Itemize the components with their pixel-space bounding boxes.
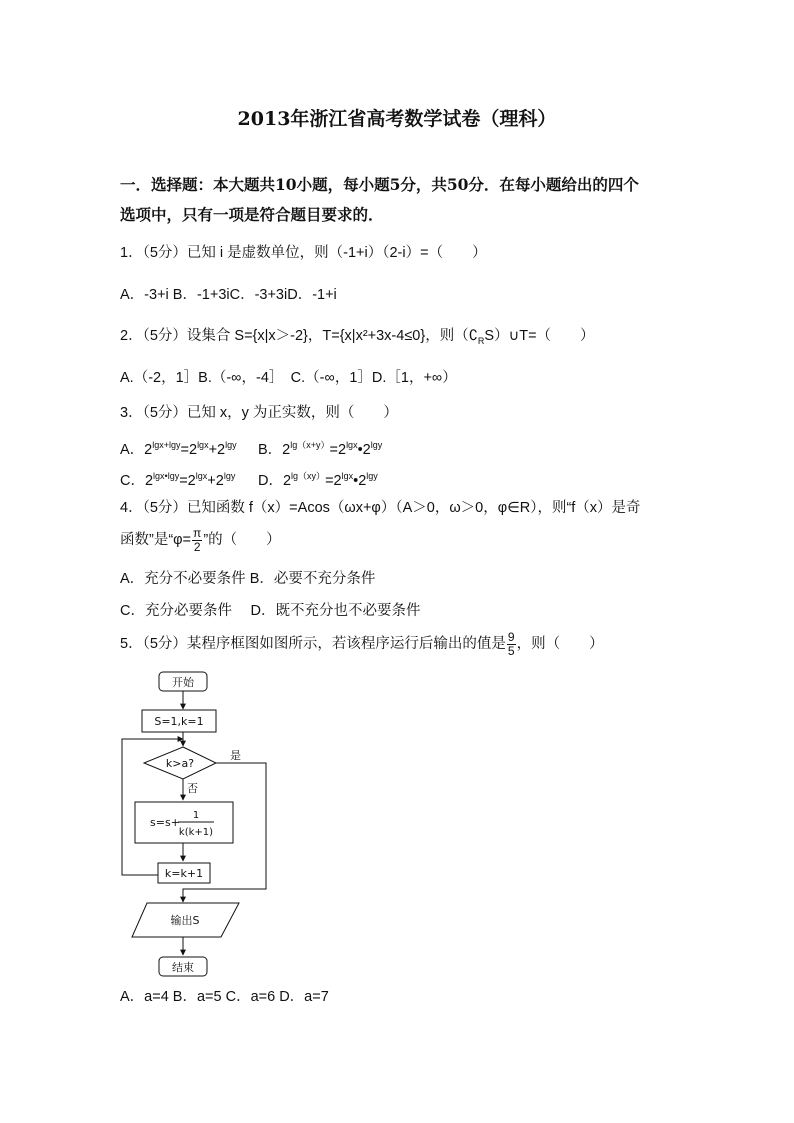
flow-update-label: s=s+ xyxy=(150,816,180,829)
q2-options: A.（-2，1］B.（-∞，-4］ C.（-∞，1］D.［1，+∞） xyxy=(120,370,457,386)
q3-option-d: D．$2^{lg(xy)}=2^{lgx}•2^{lgy}$ xyxy=(258,471,378,489)
q4-fraction: $\frac{\pi}{2}$ xyxy=(193,525,202,554)
q5-stem: 5．（5分）某程序框图如图所示，若该程序运行后输出的值是 $\frac{9}{5}$ ，则（ ） xyxy=(120,629,604,658)
q2-stem-sub: R xyxy=(477,335,485,346)
q2-stem xyxy=(120,326,595,351)
flow-increment-label: k=k+1 xyxy=(164,867,204,880)
section-heading-line2: 选项中，只有一项是符合题目要求的． xyxy=(120,205,384,224)
q4-options-ab: A．充分不必要条件 B．必要不充分条件 xyxy=(120,571,376,587)
q4-stem-line1: 4．（5分）已知函数 f（x）=Acos（ωx+φ）（A＞0，ω＞0，φ∈R），则“f（x）是奇 xyxy=(120,500,641,516)
q4-stem-line2: 函数”是“φ= $\frac{\pi}{2}$ ”的（ ） xyxy=(120,525,281,554)
section-heading xyxy=(120,170,690,230)
flow-decision-label: k>a? xyxy=(165,757,195,770)
q1-stem: 1．（5分）已知 i 是虚数单位，则（-1+i）（2-i）=（ ） xyxy=(120,245,487,261)
program-flowchart xyxy=(110,665,290,985)
q1-options: A．-3+i B．-1+3iC．-3+3iD．-1+i xyxy=(120,287,337,303)
q3-option-c: C．$2^{lgx•lgy}=2^{lgx}+2^{lgy}$ xyxy=(120,471,236,489)
q3-option-b: B．$2^{lg(x+y)}=2^{lgx}•2^{lgy}$ xyxy=(258,440,383,458)
q5-fraction: $\frac{9}{5}$ xyxy=(507,629,515,658)
flow-yes-label: 是 xyxy=(230,749,241,762)
section-heading-line1: 一．选择题：本大题共10小题，每小题5分，共50分．在每小题给出的四个 xyxy=(120,175,639,194)
flow-end-label: 结束 xyxy=(172,961,194,974)
flow-init-label: S=1,k=1 xyxy=(154,715,204,728)
flow-no-label: 否 xyxy=(187,782,198,795)
q5-options: A．a=4 B．a=5 C．a=6 D．a=7 xyxy=(120,989,329,1005)
q3-option-a: A．$2^{lgx+lgy}=2^{lgx}+2^{lgy}$ xyxy=(120,440,237,458)
q2-stem-post: S）∪T=（ ） xyxy=(484,328,595,344)
page-title: 2013年浙江省高考数学试卷（理科） xyxy=(237,108,557,130)
flow-update-num: 1 xyxy=(192,810,200,821)
flow-update-den: k(k+1) xyxy=(178,827,214,838)
q4-options-cd: C．充分必要条件 D．既不充分也不必要条件 xyxy=(120,603,421,619)
flow-output-label: 输出S xyxy=(170,914,200,927)
q3-stem: 3．（5分）已知 x，y 为正实数，则（ ） xyxy=(120,405,398,421)
flow-start-label: 开始 xyxy=(172,676,194,689)
q2-stem-pre: 2．（5分）设集合 S={x|x＞-2}，T={x|x²+3x-4≤0}，则（∁ xyxy=(120,328,478,344)
